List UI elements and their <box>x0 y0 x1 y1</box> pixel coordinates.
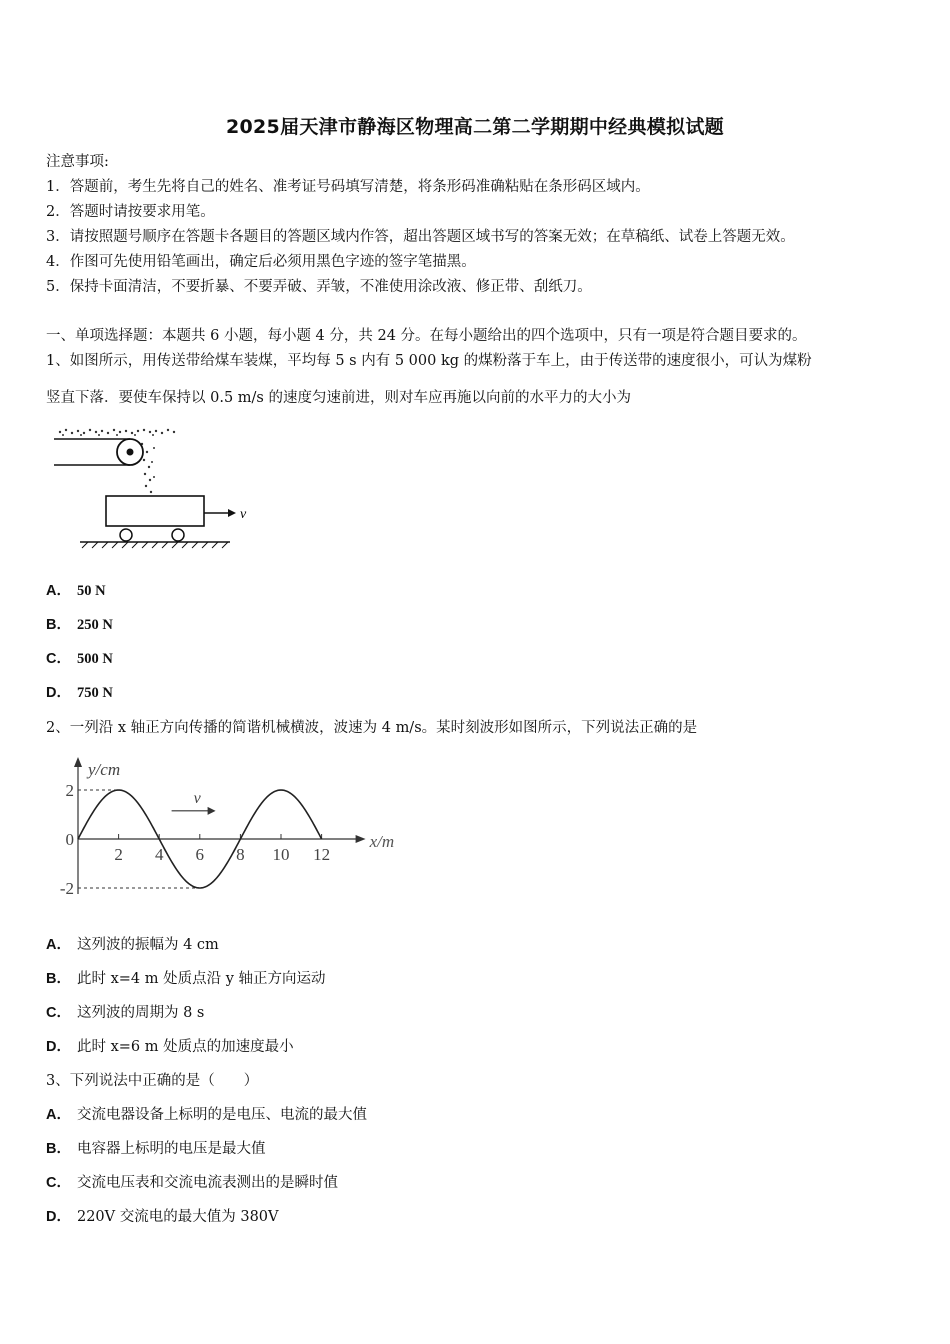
x-tick-label: 12 <box>313 845 331 864</box>
wheel-icon <box>172 529 184 541</box>
x-tick-label: 2 <box>114 845 123 864</box>
notice-item-4: 4．作图可先使用铅笔画出，确定后必须用黑色字迹的签字笔描黑。 <box>46 254 476 270</box>
y-axis-label: y/cm <box>88 760 121 779</box>
q3-option-c[interactable]: C． 交流电压表和交流电流表测出的是瞬时值 <box>46 1175 338 1191</box>
y-tick-label: 0 <box>65 830 74 849</box>
wave-chart <box>50 755 420 915</box>
q2-option-d[interactable]: D． 此时 x=6 m 处质点的加速度最小 <box>46 1039 294 1055</box>
notice-item-2: 2．答题时请按要求用笔。 <box>46 204 215 220</box>
page-title: 2025届天津市静海区物理高二第二学期期中经典模拟试题 <box>226 116 724 138</box>
x-axis-label: x/m <box>369 832 395 851</box>
cart-body <box>106 496 204 526</box>
q3-option-a[interactable]: A． 交流电器设备上标明的是电压、电流的最大值 <box>46 1107 367 1123</box>
x-tick-label: 8 <box>236 845 245 864</box>
notice-item-5: 5．保持卡面清洁，不要折暴、不要弄破、弄皱，不准使用涂改液、修正带、刮纸刀。 <box>46 279 592 295</box>
velocity-label: v <box>240 507 247 522</box>
velocity-label: v <box>193 789 201 807</box>
q1-stem-line1: 1、如图所示，用传送带给煤车装煤，平均每 5 s 内有 5 000 kg 的煤粉落于车上，由于传送带的速度很小，可认为煤粉 <box>46 353 812 369</box>
q1-option-b[interactable]: B． 250 N <box>46 617 113 633</box>
y-axis-arrow <box>74 757 82 767</box>
y-tick-label: -2 <box>59 879 74 898</box>
q3-option-d[interactable]: D． 220V 交流电的最大值为 380V <box>46 1209 279 1225</box>
x-tick-label: 6 <box>195 845 205 864</box>
q2-option-b[interactable]: B． 此时 x=4 m 处质点沿 y 轴正方向运动 <box>46 971 326 987</box>
x-tick-label: 4 <box>154 845 164 864</box>
q1-option-d[interactable]: D． 750 N <box>46 685 113 701</box>
q2-option-c[interactable]: C． 这列波的周期为 8 s <box>46 1005 205 1021</box>
wheel-icon <box>120 529 132 541</box>
q3-stem: 3、下列说法中正确的是（ ） <box>46 1073 259 1089</box>
q3-option-b[interactable]: B． 电容器上标明的电压是最大值 <box>46 1141 266 1157</box>
notice-item-3: 3．请按照题号顺序在答题卡各题目的答题区域内作答，超出答题区域书写的答案无效；在草稿纸、试卷上答题无效。 <box>46 229 795 245</box>
notice-item-1: 1．答题前，考生先将自己的姓名、准考证号码填写清楚，将条形码准确粘贴在条形码区域内。 <box>46 179 650 195</box>
x-axis-arrow <box>356 835 366 843</box>
q1-stem-line2: 竖直下落．要使车保持以 0.5 m/s 的速度匀速前进，则对车应再施以向前的水平力的大小为 <box>46 390 631 406</box>
q2-stem: 2、一列沿 x 轴正方向传播的简谐机械横波，波速为 4 m/s。某时刻波形如图所示，下列说法正确的是 <box>46 720 698 736</box>
x-tick-label: 10 <box>272 845 290 864</box>
q1-option-a[interactable]: A． 50 N <box>46 583 106 599</box>
q2-option-a[interactable]: A． 这列波的振幅为 4 cm <box>46 937 219 953</box>
notice-heading: 注意事项: <box>46 154 109 170</box>
y-tick-label: 2 <box>65 781 74 800</box>
section-heading: 一、单项选择题：本题共 6 小题，每小题 4 分，共 24 分。在每小题给出的四个选项中，只有一项是符合题目要求的。 <box>46 328 807 344</box>
velocity-arrowhead <box>208 807 216 815</box>
q1-option-c[interactable]: C． 500 N <box>46 651 113 667</box>
conveyor-cart-figure <box>50 422 260 552</box>
